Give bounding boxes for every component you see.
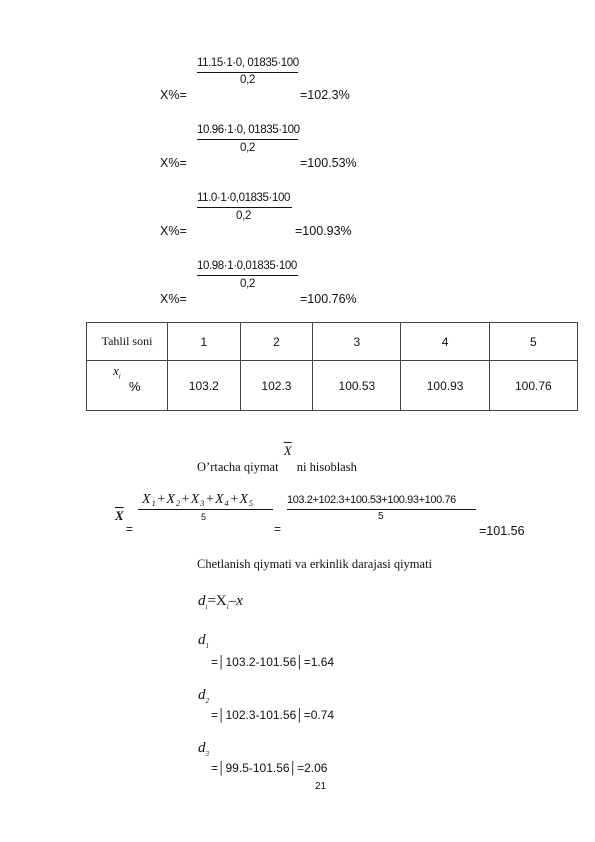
mean-intro-line: O’rtacha qiymat $\overline{X}$ ni hisoblash	[197, 443, 357, 474]
mean-middle-equals: =	[274, 522, 282, 536]
d3-expression: =│99.5-101.56│=2.06	[211, 761, 328, 775]
results-table	[86, 322, 578, 411]
xi-symbol: $x_i$	[113, 363, 121, 381]
formula-3-label: X%=	[160, 224, 187, 238]
table-header-cell: 2	[240, 323, 313, 361]
mean-numeric-fraction-bar	[287, 509, 476, 510]
formula-4-numerator: 10.98·1·0,01835·100	[197, 260, 297, 272]
table-cell: 100.76	[489, 361, 577, 411]
formula-4-label: X%=	[160, 292, 187, 306]
page-number: 21	[315, 781, 327, 792]
d1-expression: =│103.2-101.56│=1.64	[211, 655, 335, 669]
d2-symbol: $d_2$	[198, 687, 209, 705]
table-cell: 100.53	[313, 361, 401, 411]
mean-result: =101.56	[479, 524, 525, 538]
mean-symbolic-fraction-bar	[138, 509, 273, 510]
percent-unit: %	[129, 379, 141, 394]
formula-3-denominator: 0,2	[236, 210, 252, 222]
formula-2-numerator: 10.96·1·0, 01835·100	[197, 124, 300, 136]
deviation-general-formula: $d_i=X_i-x$	[198, 593, 243, 611]
table-cell: 102.3	[240, 361, 313, 411]
table-row	[87, 361, 578, 411]
mean-symbolic-numerator: X₁+X₂+X₃+X₄+X₅	[142, 492, 254, 507]
table-header-cell: 4	[401, 323, 489, 361]
d1-symbol: $d_1$	[198, 632, 209, 650]
table-header-cell: Tahlil soni	[87, 323, 168, 361]
table-header-cell: 3	[313, 323, 401, 361]
formula-4-result: =100.76%	[300, 292, 357, 306]
formula-1-denominator: 0,2	[240, 74, 256, 86]
deviation-heading: Chetlanish qiymati va erkinlik darajasi qiymati	[197, 557, 433, 571]
formula-2-fraction-bar	[197, 139, 298, 140]
formula-3-result: =100.93%	[295, 224, 352, 238]
mean-symbolic-denominator: 5	[201, 512, 207, 522]
table-header-cell: 5	[489, 323, 577, 361]
formula-2-denominator: 0,2	[240, 142, 256, 154]
formula-4-denominator: 0,2	[240, 278, 256, 290]
table-cell: 100.93	[401, 361, 489, 411]
table-cell: 103.2	[168, 361, 241, 411]
table-row-label	[87, 361, 168, 411]
d3-symbol: $d_3$	[198, 740, 209, 758]
formula-1-result: =102.3%	[300, 88, 350, 102]
table-header-row	[87, 323, 578, 361]
mean-numeric-numerator: 103.2+102.3+100.53+100.93+100.76	[287, 494, 456, 506]
formula-4-fraction-bar	[197, 275, 298, 276]
d2-expression: =│102.3-101.56│=0.74	[211, 708, 335, 722]
mean-numeric-denominator: 5	[378, 511, 384, 522]
formula-1-fraction-bar	[197, 72, 298, 73]
formula-1-label: X%=	[160, 88, 187, 102]
table-header-cell: 1	[168, 323, 241, 361]
formula-2-result: =100.53%	[300, 156, 357, 170]
formula-2-label: X%=	[160, 156, 187, 170]
mean-lhs-equals: =	[126, 522, 134, 536]
formula-3-fraction-bar	[197, 207, 292, 208]
formula-3-numerator: 11.0·1·0,01835·100	[197, 192, 290, 204]
formula-1-numerator: 11.15·1·0, 01835·100	[197, 57, 299, 69]
mean-lhs-symbol: $\overline{X}$	[115, 508, 124, 523]
